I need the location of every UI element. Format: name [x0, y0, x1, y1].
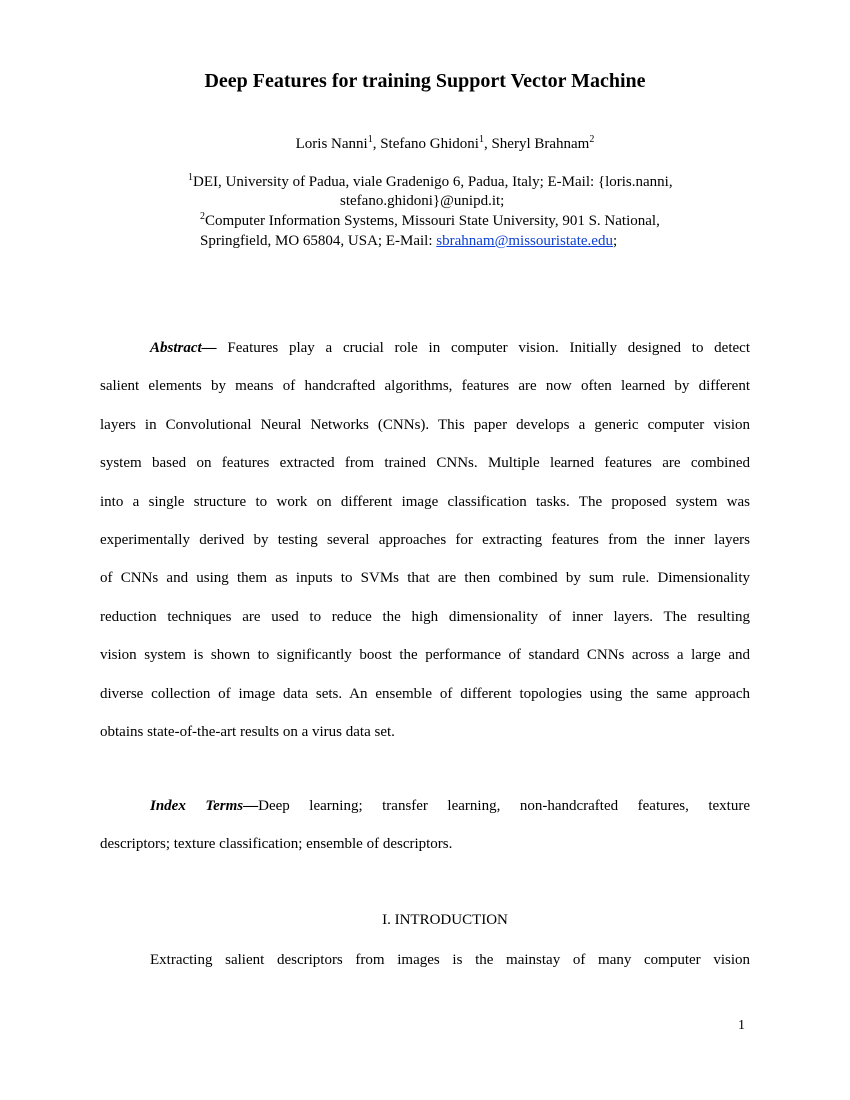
index-terms	[100, 796, 750, 873]
author-name: , Sheryl Brahnam	[483, 136, 590, 152]
abstract-line: of CNNs and using them as inputs to SVMs that are then combined by sum rule. Dimensionality	[100, 570, 750, 587]
author-affiliation-mark: 1	[478, 134, 484, 145]
abstract-line: into a single structure to work on different image classification tasks. The proposed system was	[100, 493, 750, 510]
affiliation-text: ;	[612, 233, 618, 249]
abstract-line: reduction techniques are used to reduce the high dimensionality of inner layers. The resulting	[100, 608, 750, 625]
affiliation-1-line-2: stefano.ghidoni}@unipd.it;	[340, 193, 505, 209]
abstract-line: obtains state-of-the-art results on a virus data set.	[100, 723, 395, 740]
abstract-line: salient elements by means of handcrafted algorithms, features are now often learned by different	[100, 378, 750, 395]
index-terms-line: descriptors; texture classification; ensemble of descriptors.	[100, 836, 453, 853]
abstract-line: diverse collection of image data sets. An ensemble of different topologies using the same approach	[100, 685, 750, 702]
index-terms-text: Deep learning; transfer learning, non-handcrafted features, texture	[258, 798, 751, 814]
author-affiliation-mark: 1	[367, 134, 373, 145]
abstract-line: vision system is shown to significantly boost the performance of standard CNNs across a large and	[100, 647, 750, 664]
index-terms-dash: —	[243, 798, 259, 814]
abstract-line	[100, 338, 750, 376]
introduction-line: Extracting salient descriptors from images is the mainstay of many computer vision	[150, 952, 750, 968]
affiliation-1-line-1	[188, 172, 673, 192]
abstract-line: system based on features extracted from trained CNNs. Multiple learned features are combined	[100, 455, 750, 472]
affiliation-2-line-1	[200, 211, 660, 231]
author-affiliation-mark: 2	[589, 134, 595, 145]
affiliation-2-line-2	[200, 231, 617, 251]
page-number: 1	[738, 1018, 745, 1033]
abstract-line: layers in Convolutional Neural Networks (CNNs). This paper develops a generic computer vision	[100, 416, 750, 433]
section-heading: I. INTRODUCTION	[382, 912, 508, 928]
author-line	[0, 136, 850, 153]
abstract-line: experimentally derived by testing several approaches for extracting features from the inner layers	[100, 531, 750, 548]
affiliation-mark: 1	[188, 172, 193, 183]
author-name: , Stefano Ghidoni	[372, 136, 479, 152]
affiliation-text: DEI, University of Padua, viale Gradenigo 6, Padua, Italy; E-Mail: {loris.nanni,	[193, 174, 673, 190]
introduction-body	[100, 950, 750, 988]
abstract	[100, 338, 750, 760]
index-terms-label: Index Terms	[150, 798, 244, 814]
abstract-label: Abstract—	[150, 340, 217, 356]
email-link[interactable]: sbrahnam@missouristate.edu	[436, 233, 613, 249]
index-terms-line	[100, 796, 750, 834]
affiliation-text: Springfield, MO 65804, USA; E-Mail:	[200, 233, 437, 249]
affiliation-text: Computer Information Systems, Missouri State University, 901 S. National,	[205, 213, 660, 229]
paper-title: Deep Features for training Support Vector Machine	[204, 70, 646, 92]
affiliation-mark: 2	[200, 211, 205, 222]
abstract-text: Features play a crucial role in computer vision. Initially designed to detect	[216, 340, 750, 356]
author-name: Loris Nanni	[295, 136, 368, 152]
